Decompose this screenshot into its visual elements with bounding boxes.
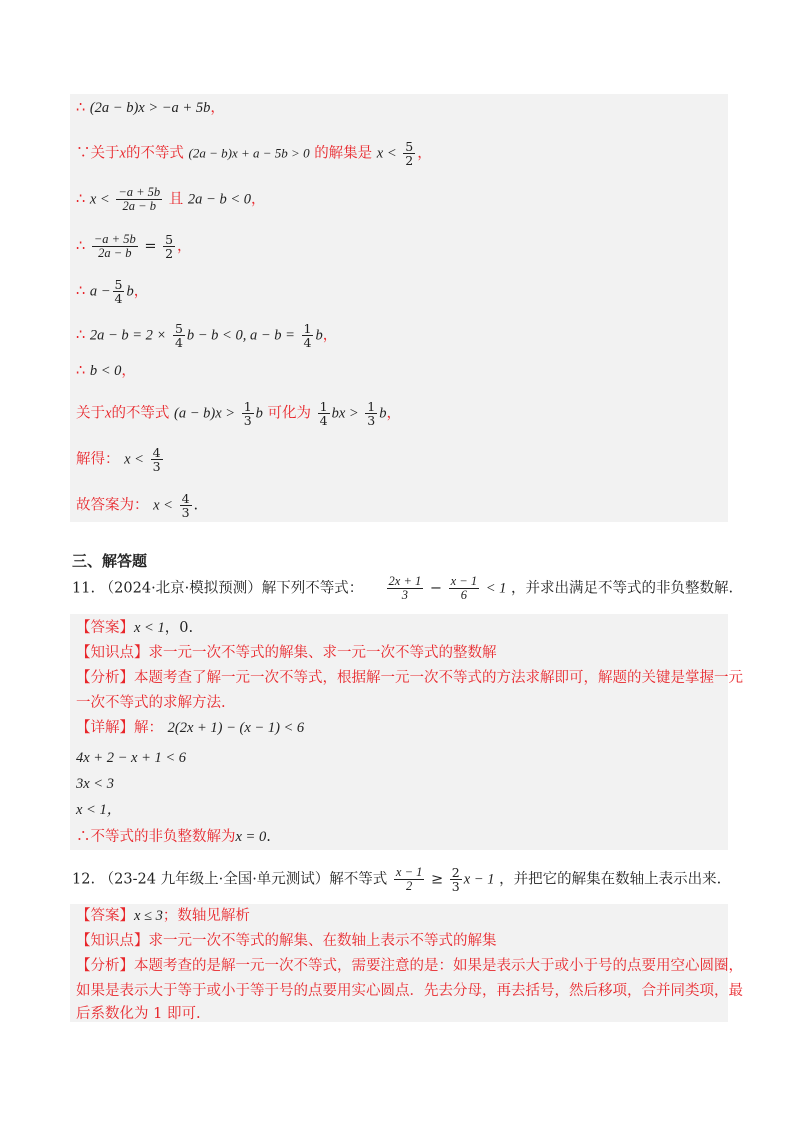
fraction: $\frac{x - 1}{2}$ [395, 865, 423, 893]
step-line-6: ∴ 2a − b = 2 × $\frac{5}{4}$ b − b < 0, a − b = $\frac{1}{4}$ b， [76, 321, 338, 350]
fraction: $\frac{5}{4}$ [114, 277, 123, 306]
step-line-10: 故答案为： x < $\frac{4}{3}$ . [76, 491, 199, 520]
answer-line: 【答案】x < 1，0. [76, 620, 194, 636]
analysis-line-2: 一次不等式的求解方法. [76, 695, 226, 711]
fraction: $\frac{1}{3}$ [243, 399, 252, 428]
fraction: $\frac{2x + 1}{3}$ [388, 574, 422, 602]
analysis-line-2: 如果是表示大于等于或小于等于号的点要用实心圆点．先去分母，再去括号，然后移项，合并同类项，最 [76, 983, 743, 999]
answer-line: 【答案】x ≤ 3；数轴见解析 [76, 908, 250, 924]
analysis-line-1: 【分析】本题考查了解一元一次不等式，根据解一元一次不等式的方法求解即可，解题的关键是掌握一元 [76, 670, 743, 686]
fraction: $\frac{1}{3}$ [367, 399, 376, 428]
fraction: $\frac{2}{3}$ [451, 865, 460, 894]
fraction: $\frac{4}{3}$ [152, 445, 161, 474]
step-line-2: ∵关于x的不等式 (2a − b)x + a − 5b > 0 的解集是 x < $\frac{5}{2}$ ， [76, 139, 432, 168]
step-line: 3x < 3 [76, 776, 114, 792]
step-line-7: ∴ b < 0， [76, 363, 136, 379]
fraction: $\frac{5}{2}$ [405, 139, 414, 168]
detail-line: 【详解】解： 2(2x + 1) − (x − 1) < 6 [76, 720, 305, 736]
fraction: $\frac{-a + 5b}{2a - b}$ [93, 232, 136, 260]
section-heading: 三、解答题 [72, 552, 148, 570]
step-line-1: ∴ (2a − b)x > −a + 5b， [76, 100, 225, 116]
step-line-3: ∴ x < $\frac{-a + 5b}{2a - b}$ 且 2a − b < 0， [76, 185, 266, 213]
step-line-5: ∴ a − $\frac{5}{4}$ b， [76, 277, 149, 306]
fraction: $\frac{5}{2}$ [165, 232, 174, 261]
knowledge-line: 【知识点】求一元一次不等式的解集、在数轴上表示不等式的解集 [76, 933, 497, 949]
step-line-9: 解得： x < $\frac{4}{3}$ [76, 445, 161, 474]
fraction: $\frac{1}{4}$ [319, 399, 328, 428]
analysis-line-3: 后系数化为 1 即可. [76, 1006, 201, 1022]
question-12: 12. （23-24 九年级上·全国·单元测试）解不等式 $\frac{x - 1}{2}$ ≥ $\frac{2}{3}$ x − 1 ，并把它的解集在数轴上表示出来. [72, 865, 722, 894]
step-line-4: ∴ $\frac{-a + 5b}{2a - b}$ = $\frac{5}{2}$ ， [76, 232, 192, 261]
fraction: $\frac{5}{4}$ [174, 321, 183, 350]
question-11: 11. （2024·北京·模拟预测）解下列不等式： $\frac{2x + 1}{3}$ − $\frac{x - 1}{6}$ < 1 ，并求出满足不等式的非负整数解. [72, 574, 734, 602]
fraction: $\frac{4}{3}$ [181, 491, 190, 520]
fraction: $\frac{1}{4}$ [303, 321, 312, 350]
step-line: 4x + 2 − x + 1 < 6 [76, 750, 187, 766]
step-line: x < 1， [76, 802, 122, 818]
analysis-line-1: 【分析】本题考查的是解一元一次不等式，需要注意的是：如果是表示大于或小于号的点要用空心圆圈， [76, 958, 743, 974]
knowledge-line: 【知识点】求一元一次不等式的解集、求一元一次不等式的整数解 [76, 645, 497, 661]
fraction: $\frac{-a + 5b}{2a - b}$ [118, 185, 161, 213]
step-line-8: 关于x的不等式 (a − b)x > $\frac{1}{3}$ b 可化为 $\frac{1}{4}$ bx > $\frac{1}{3}$ b， [76, 399, 401, 428]
conclusion-line: ∴不等式的非负整数解为x = 0. [76, 829, 271, 845]
fraction: $\frac{x - 1}{6}$ [450, 574, 478, 602]
